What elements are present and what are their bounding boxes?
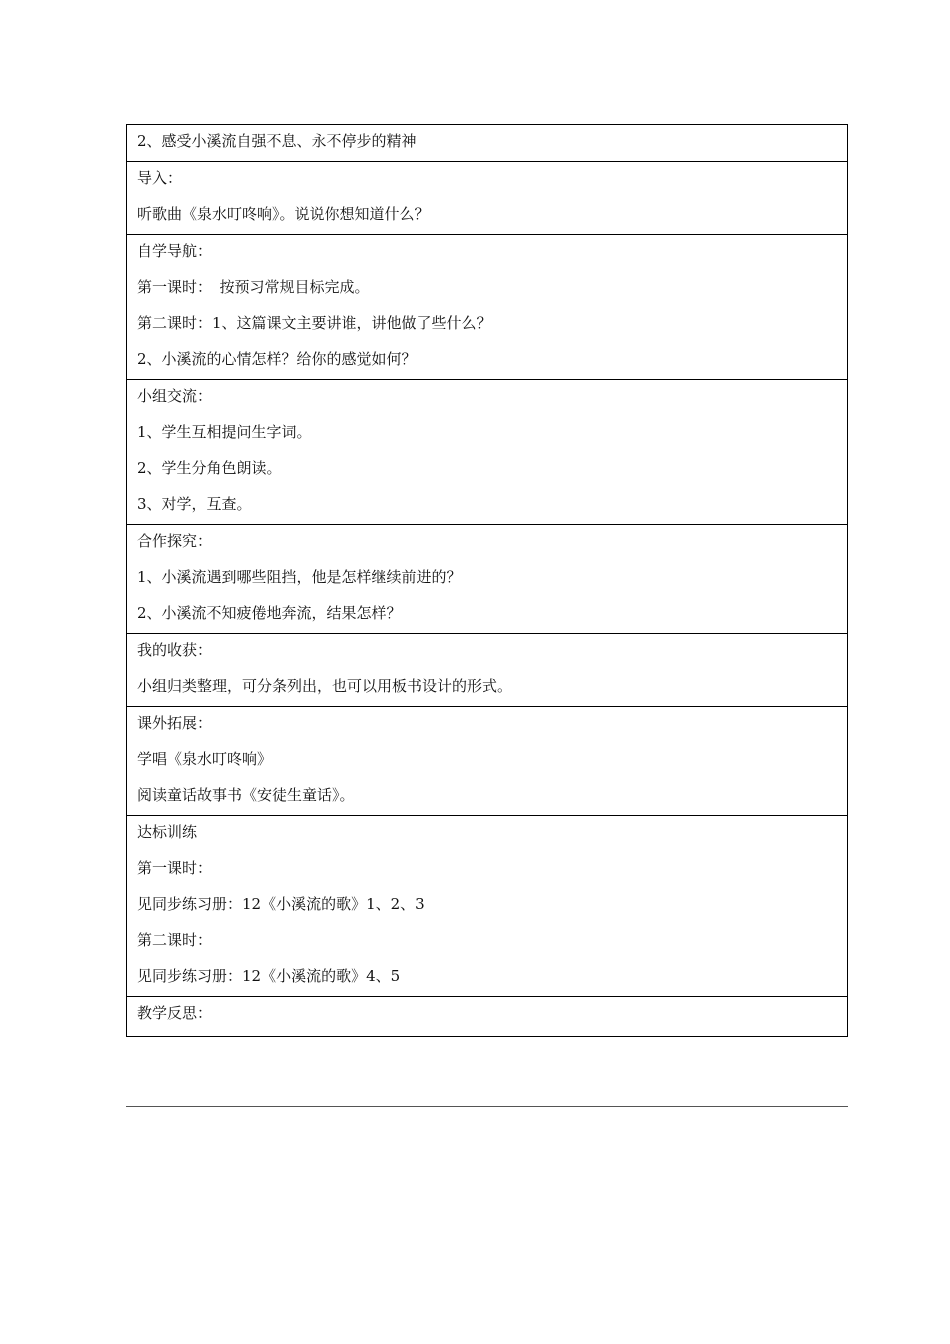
section-text: 第二课时：1、这篇课文主要讲谁，讲他做了些什么？: [137, 314, 492, 332]
section-text: 小组归类整理，可分条列出，也可以用板书设计的形式。: [137, 677, 513, 695]
section-text: 阅读童话故事书《安徒生童话》。: [137, 786, 355, 804]
section-text: 3、对学，互查。: [137, 495, 252, 513]
section-reflection: [127, 996, 847, 1036]
section-text: 2、学生分角色朗读。: [137, 459, 282, 477]
section-goal: [127, 125, 847, 161]
section-cooperative-inquiry: [127, 524, 847, 633]
section-heading: 导入：: [137, 169, 183, 187]
section-intro: [127, 161, 847, 234]
lesson-plan-table: [126, 124, 848, 1037]
section-text: 1、学生互相提问生字词。: [137, 423, 312, 441]
section-text: 2、小溪流的心情怎样？给你的感觉如何？: [137, 350, 417, 368]
section-heading: 小组交流：: [137, 387, 213, 405]
section-heading: 自学导航：: [137, 242, 213, 260]
section-self-study: [127, 234, 847, 379]
section-text: 第一课时： 按预习常规目标完成。: [137, 278, 370, 296]
footer-divider: [126, 1106, 848, 1107]
section-text: 见同步练习册：12《小溪流的歌》1、2、3: [137, 895, 425, 913]
section-text: 第二课时：: [137, 931, 213, 949]
section-heading: 我的收获：: [137, 641, 213, 659]
section-text: 第一课时：: [137, 859, 213, 877]
section-text: 2、小溪流不知疲倦地奔流，结果怎样？: [137, 604, 402, 622]
section-my-gains: [127, 633, 847, 706]
section-text: 见同步练习册：12《小溪流的歌》4、5: [137, 967, 401, 985]
section-extension: [127, 706, 847, 815]
section-heading: 课外拓展：: [137, 714, 213, 732]
goal-text: 2、感受小溪流自强不息、永不停步的精神: [137, 132, 417, 150]
section-text: 1、小溪流遇到哪些阻挡，他是怎样继续前进的？: [137, 568, 462, 586]
section-group-exchange: [127, 379, 847, 524]
section-heading: 达标训练: [137, 823, 198, 841]
section-practice: [127, 815, 847, 996]
section-heading: 教学反思：: [137, 1004, 213, 1022]
section-text: 听歌曲《泉水叮咚响》。说说你想知道什么？: [137, 205, 430, 223]
section-text: 学唱《泉水叮咚响》: [137, 750, 273, 768]
section-heading: 合作探究：: [137, 532, 213, 550]
